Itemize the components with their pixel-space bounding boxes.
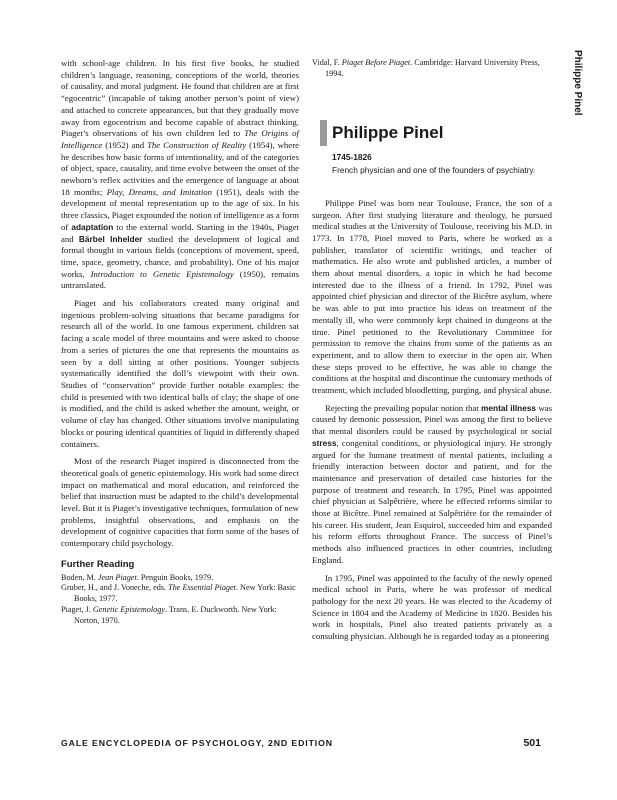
right-column <box>312 58 552 643</box>
title-accent-bar <box>320 120 327 146</box>
text-run: Rejecting the prevailing popular notion that <box>325 402 482 413</box>
text-run: to the external world. Starting in the 1940s, Piaget and <box>61 221 299 244</box>
pinel-paragraph-2 <box>312 403 552 567</box>
reference-item <box>312 58 552 80</box>
keyword-link[interactable]: stress <box>312 437 337 448</box>
book-title: The Essential Piaget <box>168 583 236 593</box>
entry-dates: 1745-1826 <box>332 151 372 162</box>
text-run: . Penguin Books, 1979. <box>136 572 214 582</box>
reference-item <box>61 573 299 584</box>
book-title: The Origins of Intelligence <box>61 128 299 150</box>
reference-item <box>61 605 299 627</box>
keyword-link[interactable]: Bärbel Inhelder <box>78 233 143 244</box>
reference-item <box>61 583 299 605</box>
text-run: Piaget, J. <box>61 604 93 614</box>
book-title: Jean Piaget <box>97 572 137 582</box>
book-title: The Construction of Reality <box>147 139 247 150</box>
pinel-paragraph-3: In 1795, Pinel was appointed to the faculty of the newly opened medical school in Paris, where he was professor of medical pathology for the next 20 years. He was elected to the Academy of Science in 1804 and the Academy of Medicine in 1820. Besides his work in hospitals, Pinel also treated patients privately as a consulting physician. Although he is regarded today as a pioneering <box>312 572 552 642</box>
text-run: studied the development of logical and formal thought in various fields (conceptions of movement, speed, time, space, geometry, chance, and probability). One of his major works, <box>61 233 299 279</box>
page-number: 501 <box>523 737 541 749</box>
text-run: (1951), deals with the development of mental representation up to the age of six. In his three classics, Piaget expounded the notion of intelligence as a form of <box>61 186 299 232</box>
pinel-paragraph-1: Philippe Pinel was born near Toulouse, France, the son of a surgeon. After first studying literature and theology, he pursued medical studies at the University of Toulouse, receiving his M.D. in 1773. In 1778, Pinel moved to Paris, where he worked as a publisher, translator of scientific writings, and teacher of mathematics. He also wrote and published articles, a number of them about mental disorders, a topic in which he had become interested due to the illness of a friend. In 1792, Pinel was appointed chief physician and director of the Bicêtre asylum, where he was able to put into practice his ideas on treatment of the mentally ill, who were commonly kept chained in dungeons at the time. Pinel petitioned to the Revolutionary Committee for permission to remove the chains from some of the patients as an experiment, and to allow them to exercise in the open air. When these steps proved to be effective, he was able to change the conditions at the hospital and discontinue the customary methods of treatment, which included bloodletting, purging, and physical abuse. <box>312 197 552 396</box>
text-run: with school-age children. In his first five books, he studied children’s language, reasoning, conceptions of the world, theories of causality, and moral judgment. He found that children are at first “egocentric” (incapable of taking another person’s point of view) and attached to concrete appearances, but that they gradually move away from egocentrism and become capable of abstract thinking. Piaget’s observations of his own children led to <box>61 58 299 139</box>
piaget-paragraph-1 <box>61 58 299 292</box>
keyword-link[interactable]: mental illness <box>481 402 537 413</box>
side-tab <box>560 50 610 130</box>
keyword-link[interactable]: adaptation <box>71 221 114 232</box>
text-run: (1952) and <box>102 139 148 150</box>
book-title: Piaget Before Piaget <box>341 58 411 67</box>
text-run: Boden, M. <box>61 572 98 582</box>
book-title: Play, Dreams, and Imitation <box>106 186 213 197</box>
text-run: was caused by demonic possession, Pinel was among the first to believe that mental disorders could be caused by psychological or social <box>312 402 553 437</box>
text-run: . Trans. E. Duckworth. New York: Norton, 1970. <box>74 604 277 625</box>
piaget-paragraph-2: Piaget and his collaborators created many original and ingenious problem-solving situations that became paradigms for research all of the world. In one famous experiment, children sat facing a scale model of three mountains and were asked to choose from a series of pictures the one that represents the mountains as seen by a doll sitting at other positions. Younger subjects systematically identified the doll’s viewpoint with their own. Studies of “conservation” provide further notable examples: the child is presented with two identical balls of clay; the shape of one is modified, and the child is asked whether the amount, weight, or volume of clay has changed. Other situations involve manipulating blocks or pouring identical quantities of liquid in differently shaped containers. <box>61 298 299 449</box>
piaget-paragraph-3: Most of the research Piaget inspired is disconnected from the theoretical goals of genetic epistemology. His work had some direct impact on mathematical and moral education, and reinforced the belief that instruction must be adapted to the child’s developmental level. But it is Piaget’s investigative techniques, formulation of new problems, insightful observations, and emphasis on the development of cognitive capacities that form some of the bases of contemporary child psychology. <box>61 456 299 549</box>
entry-title: Philippe Pinel <box>332 122 444 142</box>
book-title: Introduction to Genetic Epistemology <box>90 268 234 279</box>
text-run: , congenital conditions, or physiological injury. He strongly argued for the humane treatment of mental patients, including a friendly interaction between doctor and patient, and for the maintenance and preservation of detailed case histories for the purpose of treatment and research. In 1795, Pinel was appointed chief physician at Salpêtrière, where he effected reforms similar to those at Bicêtre. Pinel remained at Salpêtrière for the remainder of his career. His student, Jean Esquirol, succeeded him and expanded his reform efforts throughout France. The success of Pinel’s methods also influenced practices in other countries, including England. <box>312 437 552 565</box>
entry-description: French physician and one of the founders of psychiatry. <box>332 165 536 176</box>
text-run: Gruber, H., and J. Voneche, eds. <box>61 583 169 593</box>
book-title: Genetic Epistemology <box>92 604 165 614</box>
text-run: . Cambridge: Harvard University Press, 1994. <box>325 58 540 78</box>
footer-title: GALE ENCYCLOPEDIA OF PSYCHOLOGY, 2ND EDITION <box>61 738 333 748</box>
page-footer <box>61 738 541 752</box>
text-run: (1954), where he describes how basic forms of intentionality, and of the categories of object, space, causality, and time evolve between the onset of the newborn’s reflex activities and the emergence of language at about 18 months; <box>61 139 299 197</box>
text-run: Vidal, F. <box>312 58 342 67</box>
side-tab-label: Philippe Pinel <box>572 50 583 116</box>
text-run: (1950), remains untranslated. <box>61 268 300 291</box>
biography-header <box>312 120 552 176</box>
text-run: . New York: Basic Books, 1977. <box>74 583 296 604</box>
left-column <box>61 58 299 627</box>
further-reading-heading: Further Reading <box>61 558 135 570</box>
